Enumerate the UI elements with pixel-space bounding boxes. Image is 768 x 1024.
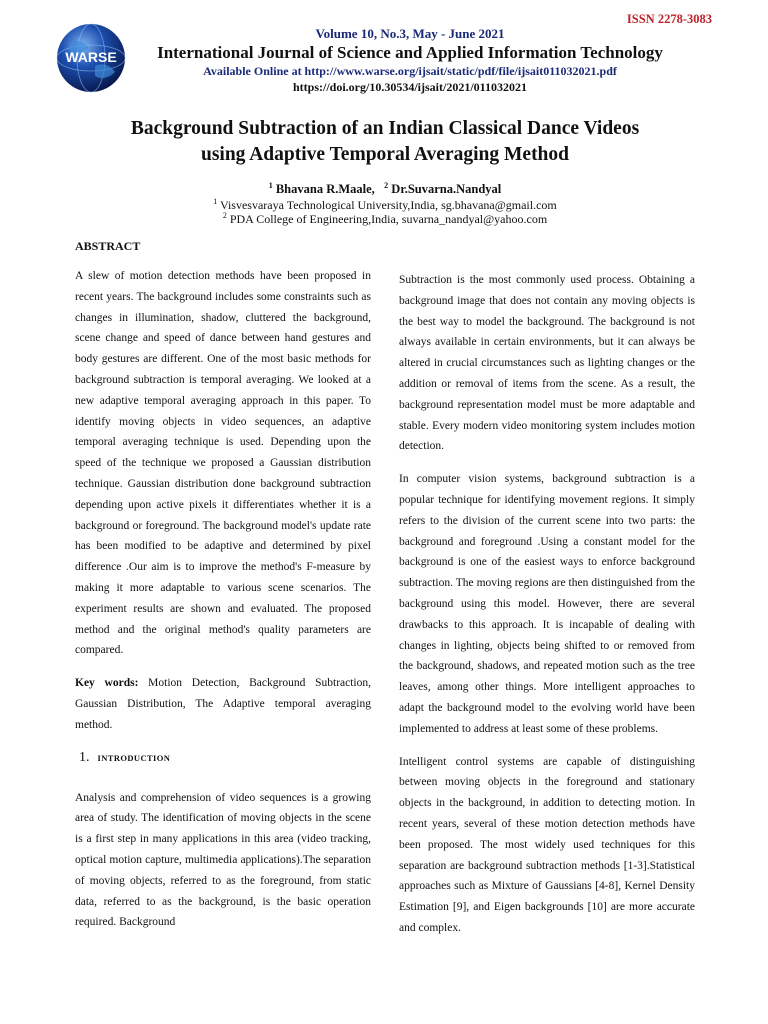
author1-superscript: 1 [268, 180, 273, 190]
title-line-2: using Adaptive Temporal Averaging Method [200, 144, 569, 165]
affiliation-1 [60, 198, 710, 212]
keywords-text: Motion Detection, Background Subtraction, Gaussian Distribution, The Adaptive temporal averaging method. [75, 677, 371, 731]
abstract-heading: ABSTRACT [75, 239, 141, 253]
author-2: Dr.Suvarna.Nandyal [391, 182, 502, 196]
title-line-1: Background Subtraction of an Indian Classical Dance Videos [130, 118, 640, 139]
journal-name: International Journal of Science and Applied Information Technology [157, 43, 663, 62]
paper-title [60, 116, 710, 168]
section-number: 1. [79, 750, 90, 766]
author-line [60, 182, 710, 197]
issn-number: ISSN 2278-3083 [626, 12, 712, 26]
journal-masthead [120, 26, 700, 95]
logo-text: WARSE [65, 49, 117, 65]
availability-link[interactable]: Available Online at http://www.warse.org/ijsait/static/pdf/file/ijsait011032021.pdf [203, 64, 617, 78]
abstract-text: A slew of motion detection methods have been proposed in recent years. The background includes some constraints such as changes in illumination, shadow, cluttered the background, scene change and speed of dance between hand gestures and body gestures are different. One of the most basic methods for background subtraction is temporal averaging. We looked at a new adaptive temporal averaging approach in this paper. To identify moving objects in video sequences, an adaptive temporal averaging technique is used. Depending upon the speed of the technique we proposed a Gaussian distribution technique. Gaussian distribution done background subtraction depending upon active pixels it differentiates whether it is a background or foreground. The background model's update rate has been modified to be adaptive and determined by pixel difference .Our aim is to improve the method's F-measure by making it more adaptable to various scene scenarios. The experiment results are shown and evaluated. The proposed method and the original method's quality parameters are compared. [75, 270, 371, 657]
affil1-superscript: 1 [213, 197, 218, 206]
warse-globe-logo [55, 22, 127, 94]
volume-line: Volume 10, No.3, May - June 2021 [315, 26, 505, 41]
section-heading-introduction [79, 748, 371, 770]
keywords [75, 673, 371, 735]
right-column [399, 270, 695, 951]
author-1: Bhavana R.Maale, [275, 182, 375, 196]
affiliation-1-text: Visvesvaraya Technological University,India, sg.bhavana@gmail.com [220, 198, 557, 212]
author2-superscript: 2 [384, 180, 389, 190]
right-paragraph-3: Intelligent control systems are capable of distinguishing between moving objects in the foreground and stationary objects in the background, in addition to detecting motion. In recent years, several of these motion detection methods have been proposed. The most widely used techniques for this separation are background subtraction methods [1-3].Statistical approaches such as Mixture of Gaussians [4-8], Kernel Density Estimation [9], and Eigen backgrounds [10] are more accurate and complex. [399, 755, 695, 934]
affil2-superscript: 2 [222, 211, 227, 220]
affiliation-2 [60, 212, 710, 226]
keywords-label: Key words: [75, 677, 139, 690]
section-title: INTRODUCTION [97, 753, 171, 764]
right-paragraph-1: Subtraction is the most commonly used process. Obtaining a background image that does not contain any moving objects is the best way to model the background. The background is not always available in certain environments, but it can always be altered in crucial circumstances such as lighting changes or the addition or removal of items from the scene. As a result, the background representation model must be more adaptable and stable. Every modern video monitoring system includes motion detection. [399, 274, 695, 453]
doi-link[interactable]: https://doi.org/10.30534/ijsait/2021/011032021 [292, 80, 527, 94]
right-paragraph-2: In computer vision systems, background subtraction is a popular technique for identifying movement regions. It simply refers to the division of the current scene into two parts: the background and foreground .Using a constant model for the background is one of the easiest ways to enforce background subtraction. The moving regions are then distinguished from the background using this model. However, there are several drawbacks to this approach. It is incapable of dealing with changes in lighting, objects being shifted to or removed from the background, shadows, and repeated motion such as the tree leaves, among other things. More intelligent approaches to adapt the background model to the evolving world have been implemented to address at least some of these problems. [399, 473, 695, 735]
intro-paragraph: Analysis and comprehension of video sequences is a growing area of study. The identification of moving objects in the scene is a first step in many applications in this area (video tracking, optical motion capture, multimedia applications).The separation of moving objects, referred to as the foreground, from static data, referred to as the background, is the basic operation required. Background [75, 791, 371, 929]
affiliation-2-text: PDA College of Engineering,India, suvarna_nandyal@yahoo.com [229, 212, 548, 226]
left-column [75, 238, 371, 945]
